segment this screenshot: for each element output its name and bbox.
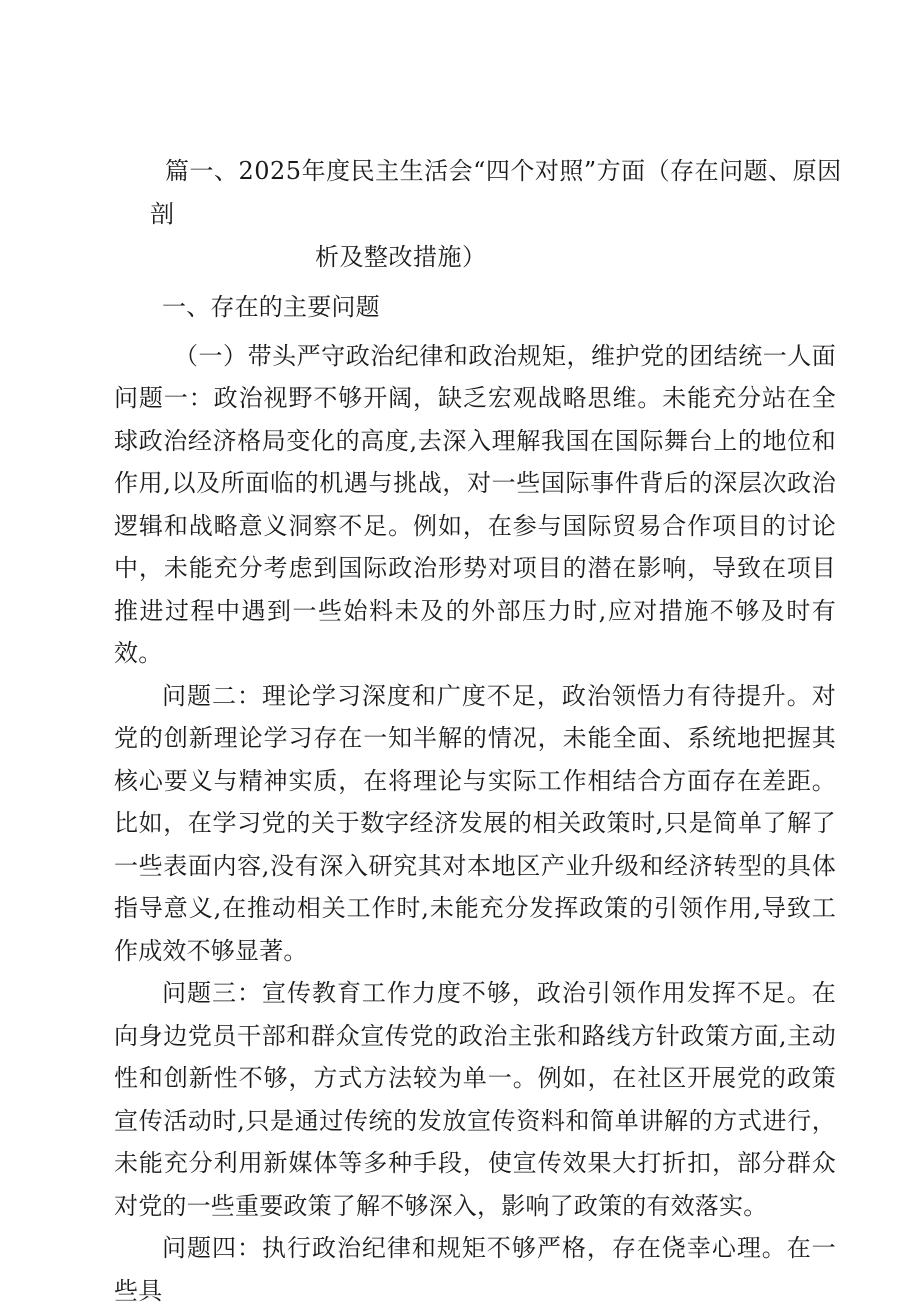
paragraph-2: 问题二：理论学习深度和广度不足，政治领悟力有待提升。对党的创新理论学习存在一知半解的情况，未能全面、系统地把握其核心要义与精神实质，在将理论与实际工作相结合方面存在差距。比如，在学习党的关于数字经济发展的相关政策时,只是简单了解了一些表面内容,没有深入研究其对本地区产业升级和经济转型的具体指导意义,在推动相关工作时,未能充分发挥政策的引领作用,导致工作成效不够显著。 <box>114 681 836 965</box>
document-title-line-1: 篇一、2025年度民主生活会“四个对照”方面（存在问题、原因剖 <box>150 157 842 228</box>
paragraph-1: （一）带头严守政治纪律和政治规矩，维护党的团结统一人面问题一：政治视野不够开阔，缺乏宏观战略思维。未能充分站在全球政治经济格局变化的高度,去深入理解我国在国际舞台上的地位和作用,以及所面临的机遇与挑战，对一些国际事件背后的深层次政治逻辑和战略意义洞察不足。例如，在参与国际贸易合作项目的讨论中，未能充分考虑到国际政治形势对项目的潜在影响，导致在项目推进过程中遇到一些始料未及的外部压力时,应对措施不够及时有效。 <box>114 341 836 667</box>
document-title-line-2: 析及整改措施） <box>315 243 487 271</box>
document-body <box>114 286 836 1312</box>
paragraph-3: 问题三：宣传教育工作力度不够，政治引领作用发挥不足。在向身边党员干部和群众宣传党的政治主张和路线方针政策方面,主动性和创新性不够，方式方法较为单一。例如，在社区开展党的政策宣传活动时,只是通过传统的发放宣传资料和简单讲解的方式进行，未能充分利用新媒体等多种手段，使宣传效果大打折扣，部分群众对党的一些重要政策了解不够深入，影响了政策的有效落实。 <box>114 979 836 1220</box>
document-title <box>150 150 850 279</box>
section-heading: 一、存在的主要问题 <box>162 293 380 321</box>
paragraph-4: 问题四：执行政治纪律和规矩不够严格，存在侥幸心理。在一些具 <box>114 1234 836 1305</box>
